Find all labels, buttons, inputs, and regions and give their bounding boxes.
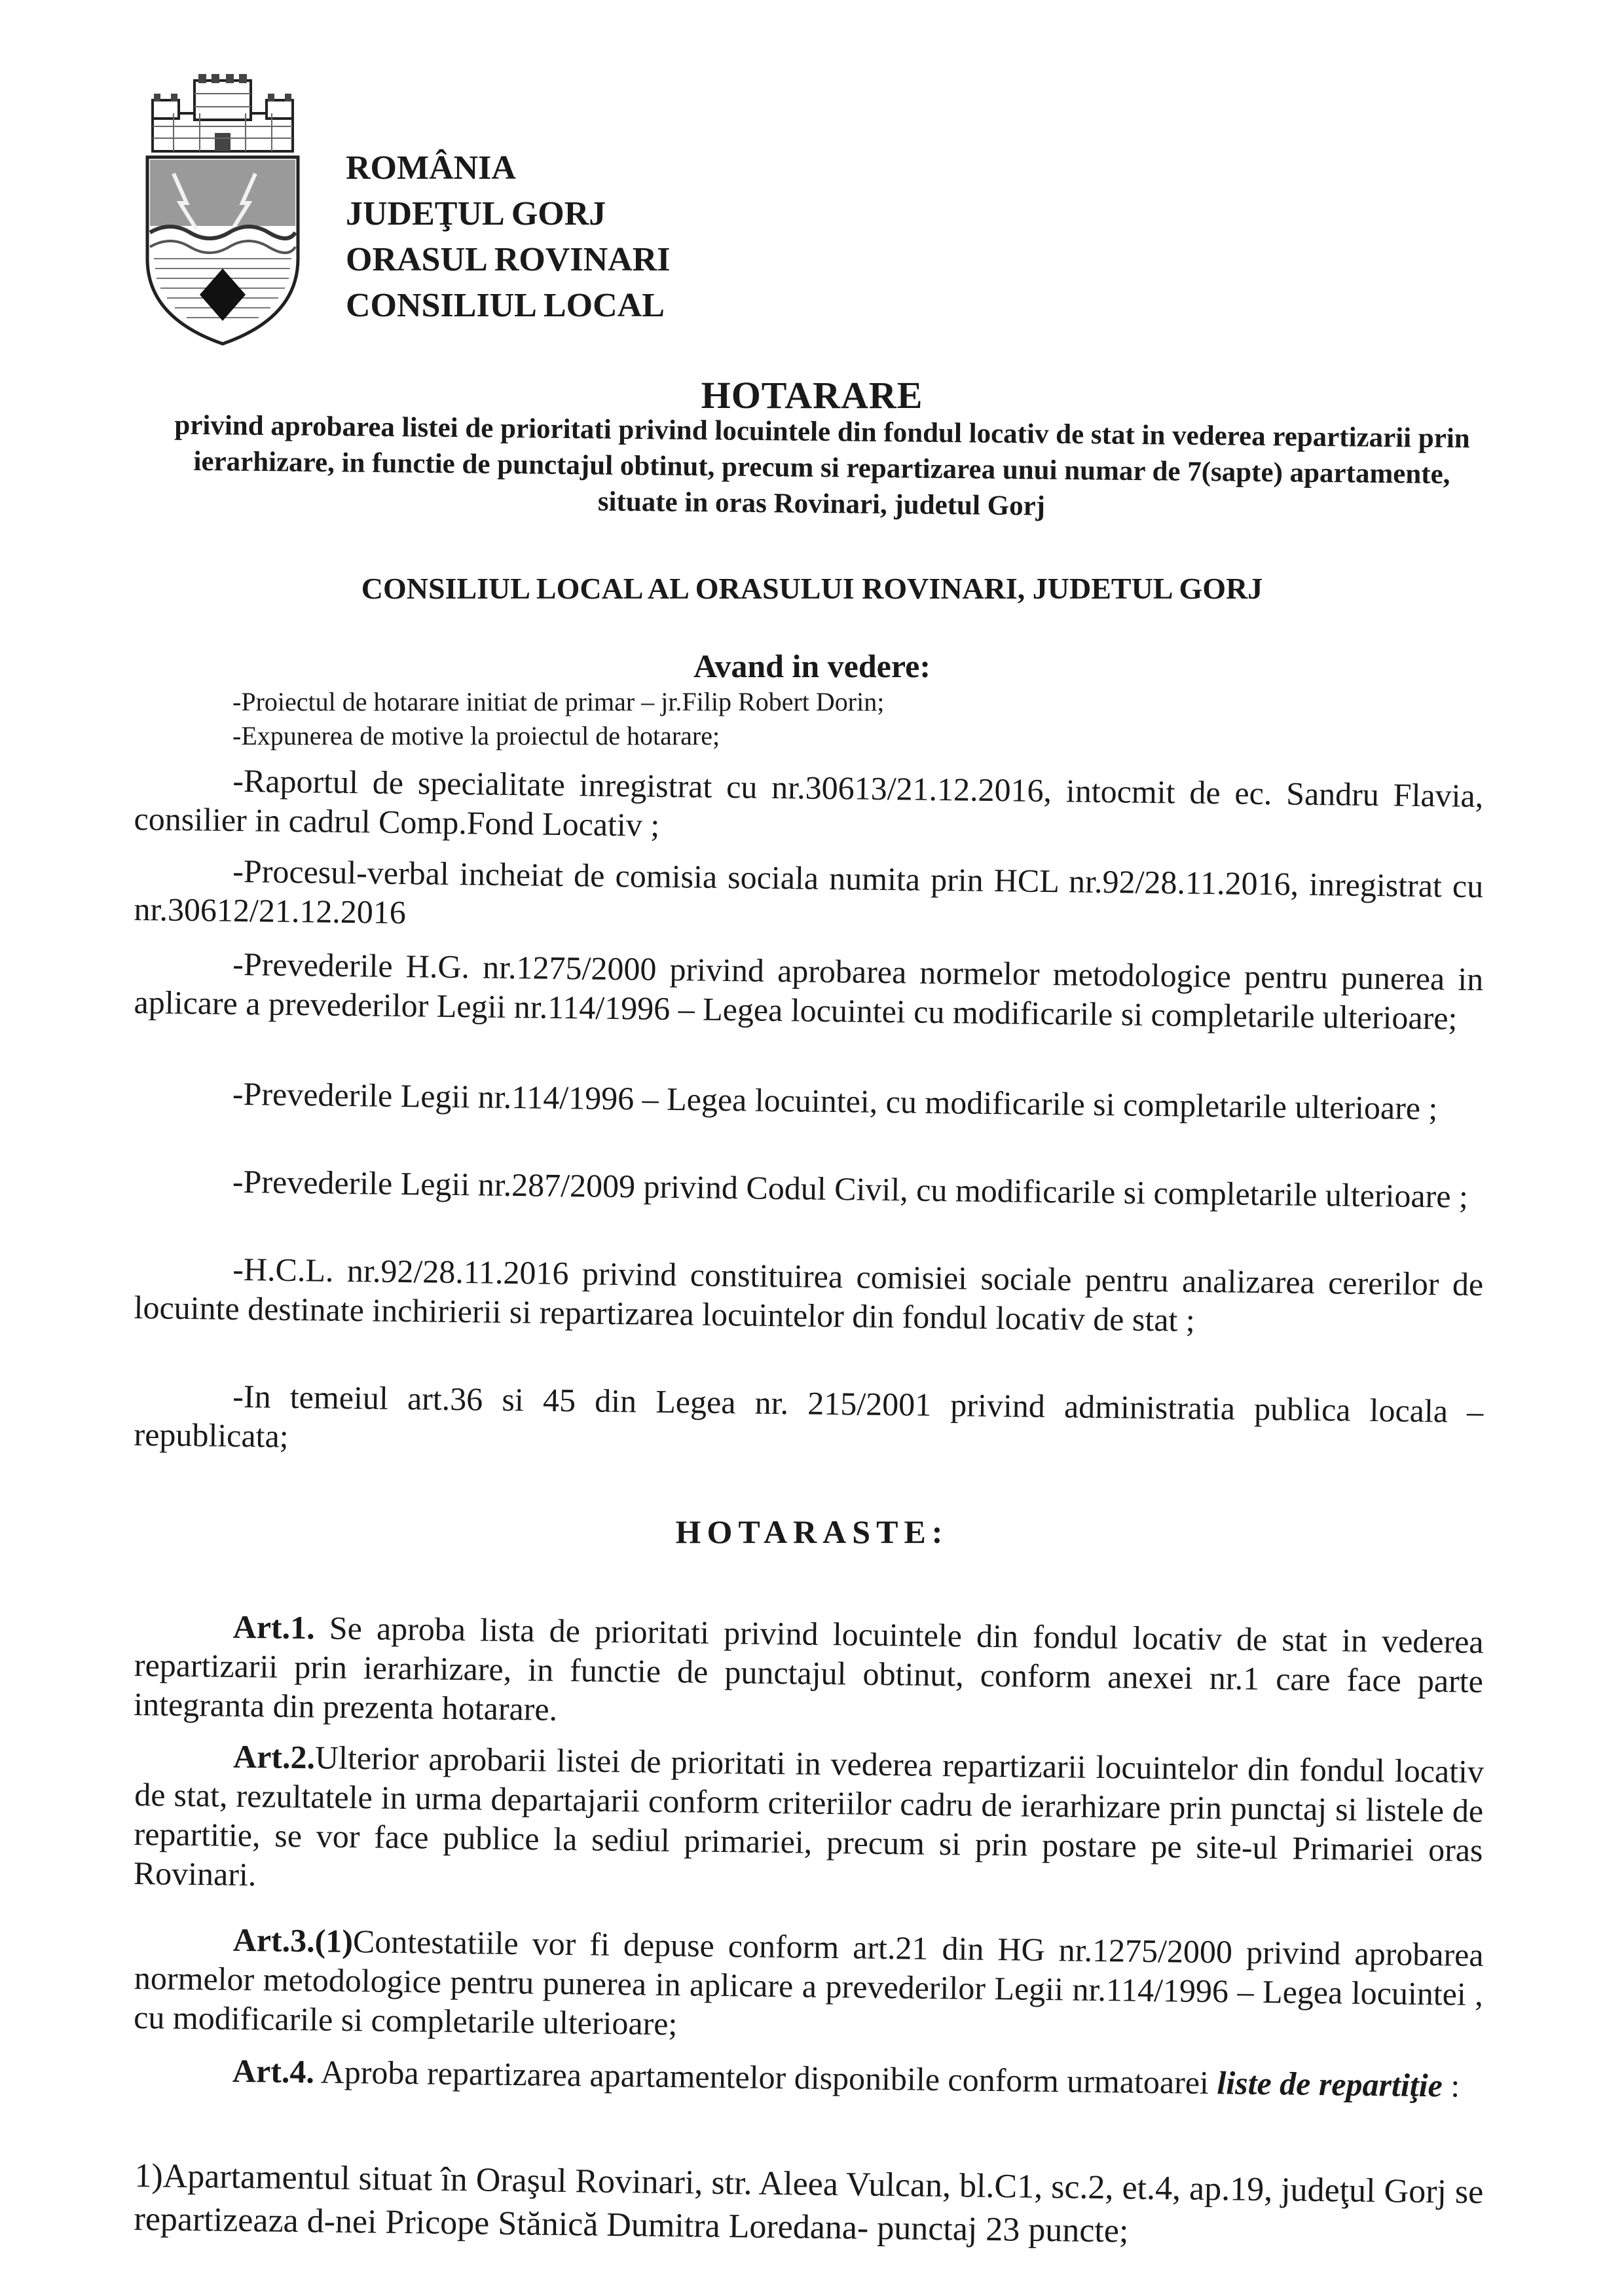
article-2-label: Art.2. [232,1737,316,1776]
article-1-label: Art.1. [232,1608,316,1646]
considerent-6: -Prevederile Legii nr.114/1996 – Legea locuintei, cu modificarile si completarile ulterioare ; [232,1075,1438,1127]
article-4-emphasis: liste de repartiţie [1217,2064,1443,2104]
considerent-4: -Procesul-verbal incheiat de comisia sociala numita prin HCL nr.92/28.11.2016, inregistrat cu nr.30612/21.12.2016 [134,852,1484,931]
heading-town: ORASUL ROVINARI [346,241,671,278]
avand-heading: Avand in vedere: [693,648,931,684]
considerent-8: -H.C.L. nr.92/28.11.2016 privind constituirea comisiei sociale pentru analizarea cererilor de locuinte destinate inchirierii si repartizarea locuintelor din fondul locativ de stat ; [134,1250,1484,1339]
document-title: HOTARARE [701,374,923,417]
allocation-item-1: 1)Apartamentul situat în Oraşul Rovinari, str. Aleea Vulcan, bl.C1, sc.2, et.4, ap.19, judeţul Gorj se repartizeaza d-nei Pricope Stănică Dumitra Loredana- punctaj 23 puncte; [134,2157,1484,2250]
article-1 [134,1606,1484,1740]
heading-county: JUDEŢUL GORJ [346,195,606,232]
article-3-text: Contestatiile vor fi depuse conform art.21 din HG nr.1275/2000 privind aprobarea normelor metodologice pentru punerea in aplicare a prevederilor Legii nr.114/1996 – Legea locuintei , cu modificarile si completarile ulterioare; [133,1923,1484,2043]
considerent-1: -Proiectul de hotarare initiat de primar – jr.Filip Robert Dorin; [232,687,885,716]
article-4-text: Aproba repartizarea apartamentelor disponibile conform urmatoarei [314,2053,1217,2102]
article-3-label: Art.3.(1) [232,1921,354,1960]
hotaraste-heading: HOTARASTE: [675,1513,949,1550]
heading-country: ROMÂNIA [346,149,516,187]
considerent-3: -Raportul de specialitate inregistrat cu nr.30613/21.12.2016, intocmit de ec. Sandru Flavia, consilier in cadrul Comp.Fond Locativ ; [134,762,1484,843]
article-4-tail: : [1442,2067,1460,2104]
article-4-label: Art.4. [232,2052,315,2090]
council-line: CONSILIUL LOCAL AL ORASULUI ROVINARI, JUDETUL GORJ [361,572,1263,605]
issuer-heading [346,145,671,329]
article-2-text: Ulterior aprobarii listei de prioritati in vederea repartizarii locuintelor din fondul locativ de stat, rezultatele in urma departajarii conform criteriilor cadru de ierarhizare prin punctaj si listele de repartitie, se vor face publice la sediul primariei, precum si prin postare pe site-ul Primariei oras Rovinari. [133,1739,1485,1893]
article-3 [134,1919,1484,2053]
heading-council: CONSILIUL LOCAL [346,287,665,324]
document-subtitle: privind aprobarea listei de prioritati privind locuintele din fondul locativ de stat in vederea repartizarii prin ierarhizare, in functie de punctajul obtinut, precum si repartizarea unui numar de 7(sapte) apartamente, situate in oras Rovinari, judetul Gorj [174,409,1470,522]
considerent-5: -Prevederile H.G. nr.1275/2000 privind aprobarea normelor metodologice pentru punerea in aplicare a prevederilor Legii nr.114/1996 – Legea locuintei cu modificarile si completarile ulterioare; [134,945,1484,1037]
considerent-7: -Prevederile Legii nr.287/2009 privind Codul Civil, cu modificarile si completarile ulterioare ; [232,1162,1469,1215]
considerent-9: -In temeiul art.36 si 45 din Legea nr. 215/2001 privind administratia publica locala – republicata; [134,1377,1484,1454]
coat-of-arms-icon [134,69,311,347]
article-2 [134,1735,1485,1909]
considerent-2: -Expunerea de motive la proiectul de hotarare; [232,721,720,750]
article-1-text: Se aproba lista de prioritati privind locuintele din fondul locativ de stat in vederea repartizarii prin ierarhizare, in functie de punctajul obtinut, conform anexei nr.1 care face parte integranta din prezenta hotarare. [133,1609,1484,1728]
article-4 [134,2050,1484,2105]
